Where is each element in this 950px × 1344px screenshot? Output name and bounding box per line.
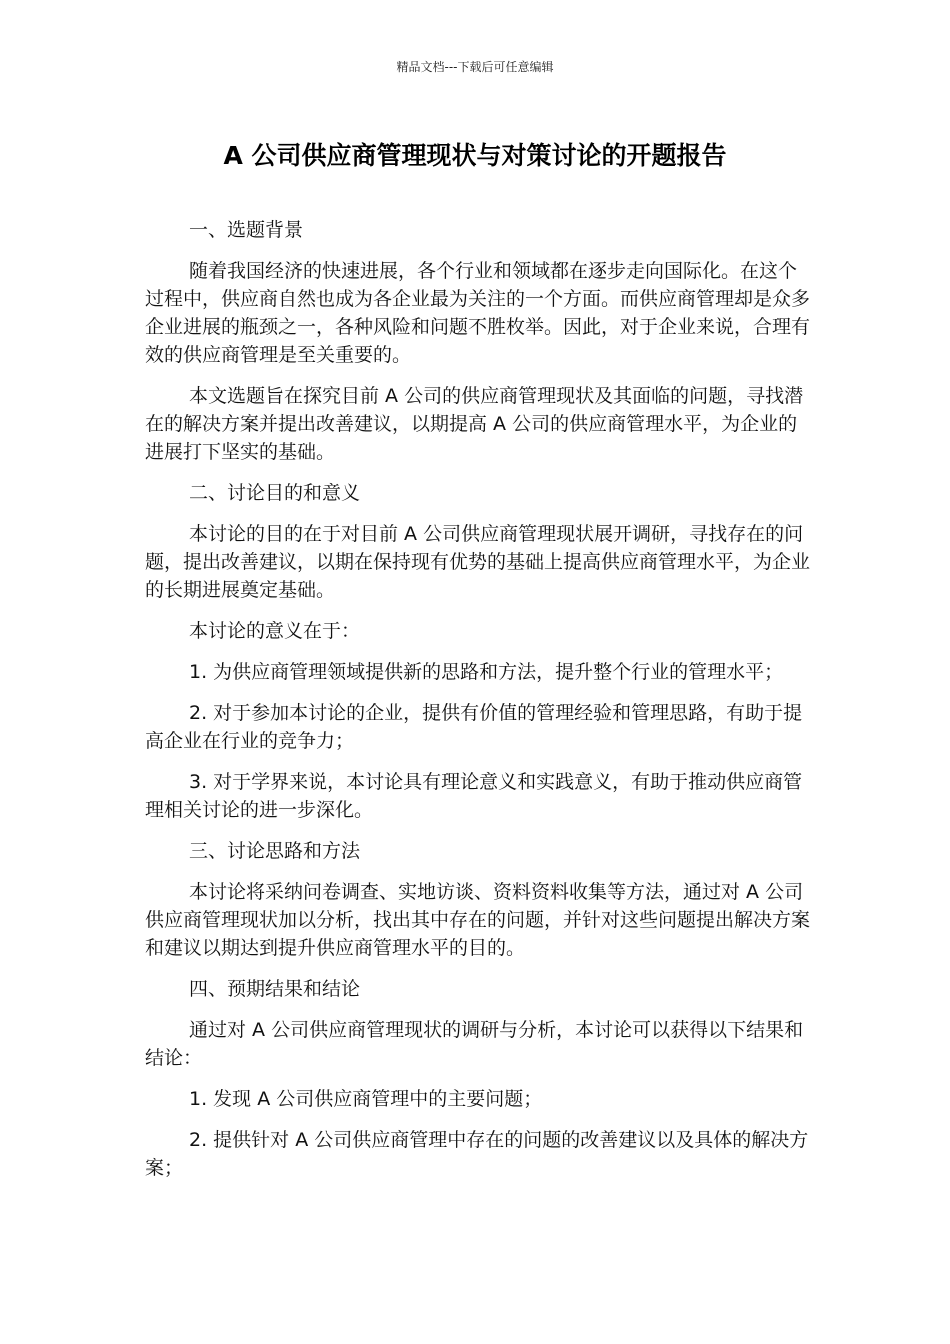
section-heading-purpose: 二、讨论目的和意义 (189, 482, 361, 504)
paragraph-results-1: 通过对 A 公司供应商管理现状的调研与分析，本讨论可以获得以下结果和结论： (145, 1019, 804, 1069)
paragraph-purpose-2: 本讨论的意义在于： (189, 620, 361, 642)
paragraph-purpose-1: 本讨论的目的在于对目前 A 公司供应商管理现状展开调研，寻找存在的问题，提出改善建议，以期在保持现有优势的基础上提高供应商管理水平，为企业的长期进展奠定基础。 (145, 523, 811, 601)
list-item-significance-3: 3. 对于学界来说，本讨论具有理论意义和实践意义，有助于推动供应商管理相关讨论的进一步深化。 (145, 771, 803, 821)
list-item-significance-1: 1. 为供应商管理领域提供新的思路和方法，提升整个行业的管理水平； (189, 661, 784, 683)
list-item-significance-2: 2. 对于参加本讨论的企业，提供有价值的管理经验和管理思路，有助于提高企业在行业的竞争力； (145, 702, 803, 752)
header-note: 精品文档---下载后可任意编辑 (396, 60, 554, 74)
paragraph-background-2: 本文选题旨在探究目前 A 公司的供应商管理现状及其面临的问题，寻找潜在的解决方案并提出改善建议，以期提高 A 公司的供应商管理水平，为企业的进展打下坚实的基础。 (145, 385, 804, 463)
paragraph-methods-1: 本讨论将采纳问卷调查、实地访谈、资料资料收集等方法，通过对 A 公司供应商管理现状加以分析，找出其中存在的问题，并针对这些问题提出解决方案和建议以期达到提升供应商管理水平的目的。 (145, 881, 811, 959)
document-body (145, 216, 810, 1195)
list-item-results-1: 1. 发现 A 公司供应商管理中的主要问题； (189, 1088, 543, 1110)
paragraph-background-1: 随着我国经济的快速进展，各个行业和领域都在逐步走向国际化。在这个过程中，供应商自然也成为各企业最为关注的一个方面。而供应商管理却是众多企业进展的瓶颈之一，各种风险和问题不胜枚举。因此，对于企业来说，合理有效的供应商管理是至关重要的。 (145, 260, 811, 366)
section-heading-background: 一、选题背景 (189, 219, 304, 241)
section-heading-results: 四、预期结果和结论 (189, 978, 361, 1000)
list-item-results-2: 2. 提供针对 A 公司供应商管理中存在的问题的改善建议以及具体的解决方案； (145, 1129, 809, 1179)
section-heading-methods: 三、讨论思路和方法 (189, 840, 361, 862)
document-title: A 公司供应商管理现状与对策讨论的开题报告 (223, 141, 727, 170)
